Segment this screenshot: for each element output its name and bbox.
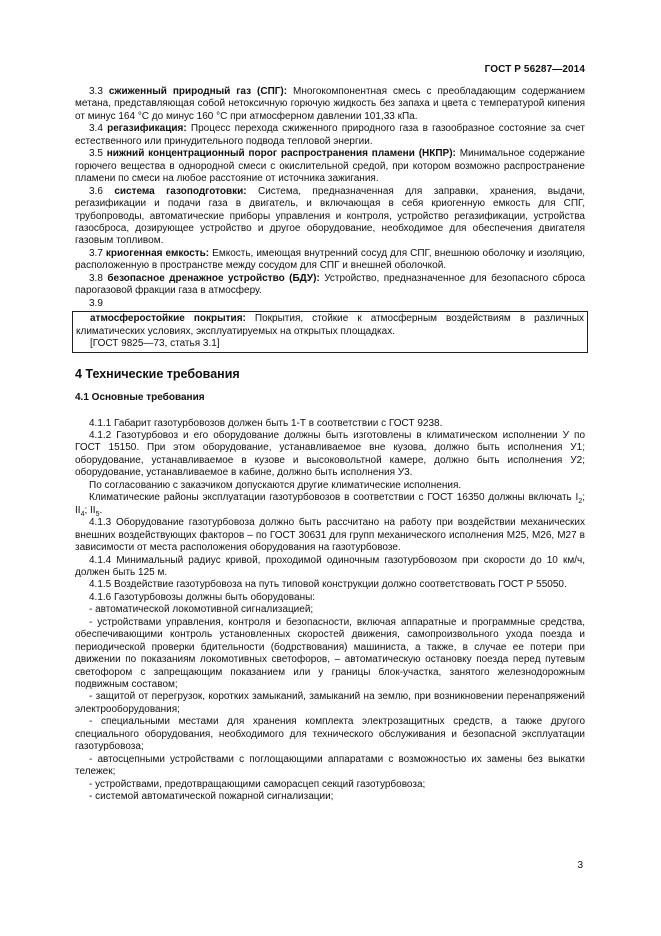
- definition-3-7: [75, 248, 585, 273]
- definition-3-9-box: [72, 311, 588, 352]
- list-item: - защитой от перегрузок, коротких замыканий, замыканий на землю, при возникновении перенапряжений электрооборудования;: [75, 691, 585, 715]
- section-4-title: 4 Технические требования: [75, 366, 240, 381]
- definition-3-6: [75, 186, 585, 248]
- paragraph-4-1-1: 4.1.1 Габарит газотурбовозов должен быть 1-Т в соответствии с ГОСТ 9238.: [89, 417, 443, 429]
- spacer: [75, 404, 585, 418]
- definition-text: Процесс перехода сжиженного природного газа в газообразное состояние за счет естественного или принудительного подвода тепловой энергии.: [75, 123, 585, 147]
- definition-3-8: [75, 273, 585, 298]
- item-number: 3.6: [89, 185, 115, 197]
- term: сжиженный природный газ (СПГ):: [108, 86, 288, 97]
- definition-text: Устройство, предназначенное для безопасного сброса парогазовой фракции газа в атмосферу.: [75, 272, 586, 297]
- term: регазификация:: [107, 123, 187, 135]
- subscript: 2: [578, 498, 583, 506]
- list-item: - устройствами, предотвращающими саморасцеп секций газотурбовоза;: [89, 778, 426, 790]
- document-body: [75, 86, 585, 804]
- definition-3-5: [75, 148, 585, 185]
- item-number: 3.3: [89, 86, 109, 97]
- subscript: 5: [95, 510, 100, 518]
- item-number: 3.5: [89, 148, 107, 160]
- text-part: Климатические районы эксплуатации газотурбовозов в соответствии с ГОСТ 16350 должны включать I: [89, 492, 579, 504]
- paragraph-4-1-5: 4.1.5 Воздействие газотурбовоза на путь типовой конструкции должно соответствовать ГОСТ Р 55050.: [89, 579, 567, 591]
- definition-text: Система, предназначенная для заправки, хранения, выдачи, регазификации и подачи газа в двигатель, и включающая в себя криогенную емкость для СПГ, трубопроводы, автоматические приборы управления и контроля, устройство регазификации, устройства газосброса, дозирующее устройство и другое оборудование, необходимое для обеспечения двигателя газовым топливом.: [75, 185, 585, 247]
- item-number: 3.8: [89, 272, 108, 284]
- list-item: - специальными местами для хранения комплекта электрозащитных средств, а также другого специального оборудования, необходимого для технического обслуживания и безопасной эксплуатации газотурбовоза;: [75, 716, 585, 753]
- definition-3-9: [76, 313, 584, 338]
- term: нижний концентрационный порог распространения пламени (НКПР):: [106, 148, 456, 160]
- list-item: - устройствами управления, контроля и безопасности, включая аппаратные и программные средства, обеспечивающими контроль установленных скоростей движения, самопроизвольного ухода поезда и периодической проверки бдительности (бодрствования) машиниста, а также, в случае ее потери при движении по показаниям локомотивных светофоров, – автоматическую остановку поезда перед путевым светофором с запрещающим показанием или у границы блок-участка, занятого железнодорожным подвижным составом;: [75, 616, 585, 691]
- item-number: 3.4: [89, 123, 108, 135]
- term: атмосферостойкие покрытия:: [90, 313, 246, 325]
- definition-3-3: [75, 86, 585, 123]
- list-item: - системой автоматической пожарной сигнализации;: [89, 791, 334, 803]
- paragraph-4-1-4: 4.1.4 Минимальный радиус кривой, проходимой одиночным газотурбовозом при скорости до 10 км/ч, должен быть 125 м.: [75, 554, 585, 578]
- paragraph-climate-options: По согласованию с заказчиком допускаются другие климатические исполнения.: [89, 479, 462, 491]
- definition-text: Минимальное содержание горючего вещества в однородной смеси с окислительной средой, при котором возможно распространение пламени по смеси на любое расстояние от источника зажигания.: [75, 148, 585, 185]
- paragraph-climate-regions: [75, 492, 585, 517]
- term: система газоподготовки:: [114, 185, 247, 197]
- paragraph-4-1-6: 4.1.6 Газотурбовозы должны быть оборудованы:: [89, 591, 316, 603]
- text-part: ; II: [84, 504, 96, 516]
- paragraph-4-1-2: 4.1.2 Газотурбовоз и его оборудование должны быть изготовлены в климатическом исполнении У по ГОСТ 15150. При этом оборудование, устанавливаемое вне кузова, должно быть исполнения У1; оборудование, устанавливаемое в кузове и высоковольтной камере, должно быть исполнения У2; оборудование, устанавливаемое в кабине, должно быть исполнения У3.: [75, 429, 585, 479]
- list-item: - автосцепными устройствами с поглощающими аппаратами с возможностью их замены без выкатки тележек;: [75, 753, 585, 778]
- definition-text: Емкость, имеющая внутренний сосуд для СПГ, внешнюю оболочку и изоляцию, расположенную в пространстве между сосудом для СПГ и внешней оболочкой.: [75, 247, 585, 272]
- subscript: 4: [80, 510, 85, 518]
- term: криогенная емкость:: [105, 247, 210, 259]
- subsection-4-1-title: 4.1 Основные требования: [75, 391, 205, 403]
- item-number: 3.7: [89, 247, 106, 259]
- definition-3-9-number: 3.9: [89, 297, 103, 309]
- text-part: ; II: [75, 492, 585, 516]
- definition-reference: [ГОСТ 9825—73, статья 3.1]: [90, 338, 220, 350]
- term: безопасное дренажное устройство (БДУ):: [107, 272, 320, 284]
- definition-text: Многокомпонентная смесь с преобладающим содержанием метана, представляющая собой нетоксичную горючую жидкость без запаха и цвета с температурой кипения от минус 164 °С до минус 160 °С при атмосферном давлении 101,33 кПа.: [75, 86, 585, 122]
- definition-3-4: [75, 123, 585, 148]
- paragraph-4-1-3: 4.1.3 Оборудование газотурбовоза должно быть рассчитано на работу при воздействии механических внешних воздействующих факторов – по ГОСТ 30631 для групп механического исполнения М25, М26, М27 в зависимости от места расположения оборудования на газотурбовозе.: [75, 517, 585, 554]
- list-item: - автоматической локомотивной сигнализацией;: [89, 604, 314, 616]
- document-header: ГОСТ Р 56287—2014: [484, 64, 585, 75]
- text-part: .: [99, 504, 103, 516]
- definition-text: Покрытия, стойкие к атмосферным воздействиям в различных климатических условиях, эксплуатируемых на открытых площадках.: [76, 313, 585, 337]
- page-number: 3: [577, 860, 583, 871]
